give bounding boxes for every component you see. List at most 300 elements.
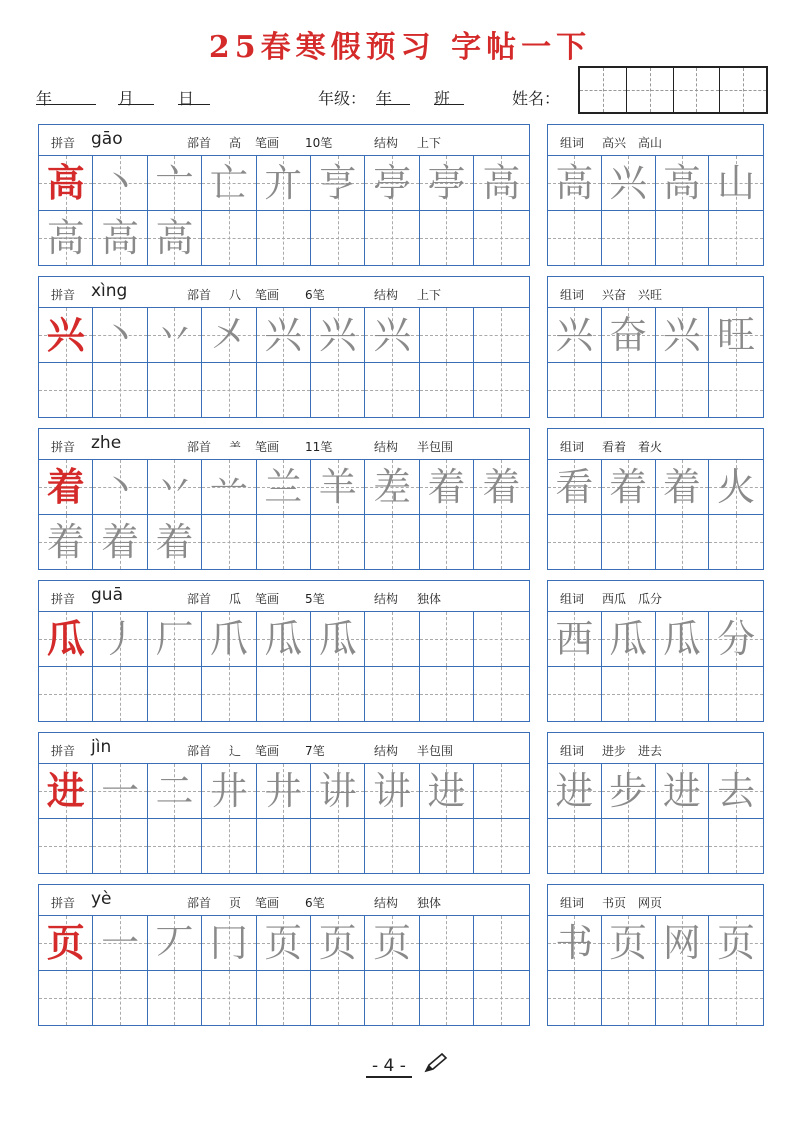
word-character: 奋	[609, 313, 648, 357]
main-character: 着	[46, 464, 85, 509]
char-row	[38, 276, 764, 418]
grid-cell[interactable]	[311, 460, 365, 514]
radical-label: 部首	[187, 896, 212, 910]
grid-cell[interactable]	[656, 308, 710, 362]
word-info-bar	[548, 429, 763, 460]
grid-cell[interactable]	[257, 764, 311, 818]
grid-cell[interactable]	[93, 308, 147, 362]
stroke-step: 㐅	[209, 313, 248, 357]
char-row	[38, 884, 764, 1026]
grid-cell[interactable]	[602, 363, 656, 417]
grid-cell[interactable]	[365, 612, 419, 666]
stroke-order-panel	[38, 884, 530, 1026]
grid-cell[interactable]	[548, 916, 602, 970]
grid-cell[interactable]	[709, 916, 763, 970]
word-character: 兴	[662, 313, 701, 357]
grid-cell[interactable]	[548, 363, 602, 417]
grid-cell[interactable]	[39, 612, 93, 666]
words-value: 进步 进去	[602, 744, 663, 758]
stroke-step: 着	[46, 520, 85, 564]
words-value: 书页 网页	[602, 896, 663, 910]
word-info-bar	[548, 581, 763, 612]
strokes-value: 5笔	[305, 592, 325, 606]
stroke-step: 着	[155, 520, 194, 564]
grid-cell[interactable]	[474, 764, 528, 818]
grid-cell[interactable]	[474, 612, 528, 666]
stroke-step: 丶	[101, 313, 140, 357]
word-info-bar	[548, 885, 763, 916]
stroke-step: 兴	[373, 313, 412, 357]
grid-cell[interactable]	[93, 764, 147, 818]
grid-cell[interactable]	[202, 460, 256, 514]
grid-cell[interactable]	[474, 211, 528, 265]
stroke-step: 亭	[427, 161, 466, 205]
stroke-step: 差	[373, 465, 412, 509]
grid-cell[interactable]	[602, 916, 656, 970]
word-grid	[548, 916, 763, 1025]
grid-cell[interactable]	[202, 515, 256, 569]
grid-cell[interactable]	[474, 916, 528, 970]
grid-cell[interactable]	[39, 515, 93, 569]
writing-grid	[39, 156, 529, 265]
word-character: 火	[717, 465, 756, 509]
stroke-step: 井	[209, 769, 248, 813]
grid-cell[interactable]	[656, 211, 710, 265]
stroke-step: 讲	[318, 769, 357, 813]
grid-cell[interactable]	[420, 156, 474, 210]
grid-cell[interactable]	[148, 308, 202, 362]
structure-label: 结构	[374, 744, 399, 758]
grid-cell[interactable]	[148, 612, 202, 666]
stroke-step: 亭	[373, 161, 412, 205]
words-label: 组词	[560, 592, 585, 606]
grid-cell[interactable]	[39, 667, 93, 721]
grid-cell[interactable]	[602, 460, 656, 514]
grid-cell[interactable]	[257, 612, 311, 666]
words-label: 组词	[560, 288, 585, 302]
stroke-step: 页	[318, 921, 357, 965]
stroke-step: 丷	[155, 465, 194, 509]
month-label: 月	[118, 89, 135, 108]
grid-cell[interactable]	[202, 612, 256, 666]
grid-cell[interactable]	[93, 667, 147, 721]
radical-label: 部首	[187, 136, 212, 150]
grid-cell[interactable]	[420, 819, 474, 873]
grid-cell[interactable]	[311, 667, 365, 721]
page-number: - 4 -	[366, 1056, 412, 1078]
structure-label: 结构	[374, 288, 399, 302]
grid-cell[interactable]	[148, 971, 202, 1025]
grid-cell[interactable]	[311, 156, 365, 210]
stroke-step: 进	[427, 769, 466, 813]
stroke-step: 丆	[155, 921, 194, 965]
grid-cell[interactable]	[656, 156, 710, 210]
grid-cell[interactable]	[656, 515, 710, 569]
grid-cell[interactable]	[709, 971, 763, 1025]
char-info-bar	[39, 429, 529, 460]
grid-cell[interactable]	[474, 308, 528, 362]
grid-cell[interactable]	[548, 971, 602, 1025]
pinyin-value: xìng	[91, 281, 128, 301]
radical-value: 高	[229, 136, 242, 150]
grid-cell[interactable]	[365, 156, 419, 210]
grid-cell[interactable]	[709, 363, 763, 417]
strokes-label: 笔画	[255, 440, 280, 454]
word-grid	[548, 612, 763, 721]
word-grid	[548, 308, 763, 417]
word-character: 兴	[555, 313, 594, 357]
grid-cell[interactable]	[311, 211, 365, 265]
year-label: 年	[36, 89, 53, 108]
grid-cell[interactable]	[257, 515, 311, 569]
grid-cell[interactable]	[257, 819, 311, 873]
structure-value: 半包围	[417, 440, 454, 454]
main-character: 进	[46, 768, 85, 813]
stroke-step: 二	[155, 769, 194, 813]
grid-cell[interactable]	[148, 819, 202, 873]
grid-cell[interactable]	[311, 612, 365, 666]
grid-cell[interactable]	[365, 515, 419, 569]
grid-cell[interactable]	[656, 916, 710, 970]
grid-cell[interactable]	[365, 764, 419, 818]
stroke-step: 高	[482, 161, 521, 205]
char-info-bar	[39, 277, 529, 308]
grid-cell[interactable]	[602, 667, 656, 721]
radical-label: 部首	[187, 440, 212, 454]
grid-cell[interactable]	[420, 308, 474, 362]
grid-cell[interactable]	[257, 971, 311, 1025]
main-character: 高	[46, 160, 85, 205]
grid-cell[interactable]	[474, 971, 528, 1025]
word-character: 旺	[717, 313, 756, 357]
structure-label: 结构	[374, 896, 399, 910]
stroke-step: 兴	[264, 313, 303, 357]
radical-value: ⺷	[229, 440, 242, 454]
grid-cell[interactable]	[602, 612, 656, 666]
word-character: 页	[717, 921, 756, 965]
grid-cell[interactable]	[709, 819, 763, 873]
grid-cell[interactable]	[602, 515, 656, 569]
words-value: 西瓜 瓜分	[602, 592, 663, 606]
grid-cell[interactable]	[257, 156, 311, 210]
grid-cell[interactable]	[474, 363, 528, 417]
grid-cell[interactable]	[148, 764, 202, 818]
writing-grid	[39, 612, 529, 721]
grid-cell[interactable]	[311, 515, 365, 569]
grid-cell[interactable]	[365, 819, 419, 873]
grid-cell[interactable]	[602, 308, 656, 362]
stroke-step: 高	[101, 216, 140, 260]
stroke-step: 瓜	[318, 617, 357, 661]
grid-cell[interactable]	[709, 764, 763, 818]
grid-cell[interactable]	[709, 156, 763, 210]
word-character: 分	[717, 617, 756, 661]
grid-cell[interactable]	[257, 363, 311, 417]
grid-cell[interactable]	[311, 308, 365, 362]
name-label: 姓名：	[512, 89, 561, 108]
stroke-step: 井	[264, 769, 303, 813]
grid-cell[interactable]	[39, 764, 93, 818]
grid-cell[interactable]	[202, 211, 256, 265]
word-character: 瓜	[609, 617, 648, 661]
grid-cell[interactable]	[548, 308, 602, 362]
grid-cell[interactable]	[474, 515, 528, 569]
grid-cell[interactable]	[420, 515, 474, 569]
stroke-step: 兴	[318, 313, 357, 357]
word-character: 西	[555, 617, 594, 661]
stroke-step: 着	[482, 465, 521, 509]
grid-cell[interactable]	[202, 916, 256, 970]
word-panel	[547, 276, 764, 418]
grid-cell[interactable]	[39, 211, 93, 265]
stroke-step: 丶	[101, 161, 140, 205]
grid-cell[interactable]	[420, 211, 474, 265]
grid-cell[interactable]	[311, 971, 365, 1025]
stroke-step: 瓜	[264, 617, 303, 661]
grid-cell[interactable]	[474, 667, 528, 721]
pinyin-value: jìn	[91, 737, 112, 757]
grid-cell[interactable]	[709, 211, 763, 265]
grid-cell[interactable]	[420, 363, 474, 417]
grid-cell[interactable]	[420, 764, 474, 818]
grid-cell[interactable]	[602, 819, 656, 873]
grid-cell[interactable]	[202, 156, 256, 210]
grid-cell[interactable]	[709, 515, 763, 569]
radical-value: 瓜	[229, 592, 242, 606]
grid-cell[interactable]	[148, 667, 202, 721]
grid-cell[interactable]	[548, 211, 602, 265]
grid-cell[interactable]	[311, 916, 365, 970]
grid-cell[interactable]	[93, 515, 147, 569]
grid-cell[interactable]	[311, 819, 365, 873]
strokes-label: 笔画	[255, 592, 280, 606]
grid-cell[interactable]	[202, 667, 256, 721]
grid-cell[interactable]	[39, 916, 93, 970]
grid-cell[interactable]	[548, 156, 602, 210]
grid-cell[interactable]	[257, 667, 311, 721]
grid-cell[interactable]	[420, 460, 474, 514]
grid-cell[interactable]	[257, 308, 311, 362]
grid-cell[interactable]	[548, 764, 602, 818]
stroke-step: 厂	[155, 617, 194, 661]
word-grid	[548, 764, 763, 873]
stroke-step: 羊	[318, 465, 357, 509]
grid-cell[interactable]	[311, 764, 365, 818]
stroke-step: 亨	[318, 161, 357, 205]
word-info-bar	[548, 733, 763, 764]
grid-cell[interactable]	[709, 308, 763, 362]
grid-cell[interactable]	[365, 211, 419, 265]
grid-cell[interactable]	[474, 156, 528, 210]
radical-label: 部首	[187, 592, 212, 606]
grid-cell[interactable]	[474, 819, 528, 873]
word-character: 高	[555, 161, 594, 205]
stroke-step: 爪	[209, 617, 248, 661]
grid-cell[interactable]	[602, 764, 656, 818]
stroke-step: 亣	[264, 161, 303, 205]
grid-cell[interactable]	[148, 156, 202, 210]
grid-cell[interactable]	[365, 363, 419, 417]
grid-cell[interactable]	[202, 363, 256, 417]
stroke-step: 亡	[209, 161, 248, 205]
stroke-step: 一	[101, 921, 140, 965]
grid-cell[interactable]	[39, 156, 93, 210]
strokes-value: 6笔	[305, 288, 325, 302]
day-label: 日	[178, 89, 195, 108]
stroke-step: 兰	[264, 465, 303, 509]
grid-cell[interactable]	[548, 819, 602, 873]
stroke-step: 䒑	[209, 465, 248, 509]
word-panel	[547, 124, 764, 266]
grid-cell[interactable]	[420, 667, 474, 721]
stroke-step: 页	[264, 921, 303, 965]
pinyin-label: 拼音	[51, 136, 76, 150]
grid-cell[interactable]	[365, 971, 419, 1025]
grid-cell[interactable]	[202, 764, 256, 818]
words-label: 组词	[560, 896, 585, 910]
structure-value: 上下	[417, 136, 442, 150]
grid-cell[interactable]	[39, 363, 93, 417]
stroke-step: 丿	[101, 617, 140, 661]
stroke-step: 着	[427, 465, 466, 509]
radical-label: 部首	[187, 744, 212, 758]
char-row	[38, 580, 764, 722]
stroke-step: 着	[101, 520, 140, 564]
grid-cell[interactable]	[311, 363, 365, 417]
structure-value: 半包围	[417, 744, 454, 758]
words-value: 高兴 高山	[602, 136, 663, 150]
grid-cell[interactable]	[709, 460, 763, 514]
word-info-bar	[548, 125, 763, 156]
date-grade-line	[36, 86, 576, 112]
word-info-bar	[548, 277, 763, 308]
grid-cell[interactable]	[474, 460, 528, 514]
grid-cell[interactable]	[548, 460, 602, 514]
grid-cell[interactable]	[709, 612, 763, 666]
grid-cell[interactable]	[365, 667, 419, 721]
grid-cell[interactable]	[39, 460, 93, 514]
main-character: 页	[46, 920, 85, 965]
grid-cell[interactable]	[202, 819, 256, 873]
word-grid	[548, 460, 763, 569]
pinyin-label: 拼音	[51, 440, 76, 454]
word-character: 步	[609, 769, 648, 813]
grid-cell[interactable]	[656, 764, 710, 818]
grid-cell[interactable]	[365, 460, 419, 514]
word-panel	[547, 884, 764, 1026]
char-row	[38, 124, 764, 266]
structure-label: 结构	[374, 440, 399, 454]
grid-cell[interactable]	[548, 612, 602, 666]
word-character: 去	[717, 769, 756, 813]
grid-cell[interactable]	[548, 515, 602, 569]
grid-cell[interactable]	[420, 916, 474, 970]
pencil-icon	[423, 1052, 449, 1079]
grid-cell[interactable]	[602, 971, 656, 1025]
name-box[interactable]	[578, 66, 768, 114]
grid-cell[interactable]	[548, 667, 602, 721]
word-panel	[547, 732, 764, 874]
strokes-label: 笔画	[255, 744, 280, 758]
char-row	[38, 732, 764, 874]
grid-cell[interactable]	[656, 363, 710, 417]
strokes-label: 笔画	[255, 896, 280, 910]
word-character: 进	[555, 769, 594, 813]
grid-cell[interactable]	[709, 667, 763, 721]
grid-cell[interactable]	[257, 211, 311, 265]
grid-cell[interactable]	[39, 819, 93, 873]
grid-cell[interactable]	[93, 612, 147, 666]
structure-label: 结构	[374, 592, 399, 606]
words-value: 兴奋 兴旺	[602, 288, 663, 302]
radical-label: 部首	[187, 288, 212, 302]
grid-cell[interactable]	[93, 363, 147, 417]
word-character: 页	[609, 921, 648, 965]
stroke-step: 讲	[373, 769, 412, 813]
radical-value: 页	[229, 896, 242, 910]
char-info-bar	[39, 125, 529, 156]
grid-cell[interactable]	[656, 971, 710, 1025]
stroke-step: 冂	[209, 921, 248, 965]
grid-cell[interactable]	[656, 667, 710, 721]
grid-cell[interactable]	[148, 460, 202, 514]
grid-cell[interactable]	[420, 971, 474, 1025]
grid-cell[interactable]	[148, 916, 202, 970]
grid-cell[interactable]	[257, 916, 311, 970]
grid-cell[interactable]	[656, 612, 710, 666]
grid-cell[interactable]	[93, 460, 147, 514]
grid-cell[interactable]	[420, 612, 474, 666]
word-character: 着	[609, 465, 648, 509]
grid-cell[interactable]	[39, 308, 93, 362]
word-character: 着	[662, 465, 701, 509]
strokes-value: 6笔	[305, 896, 325, 910]
page-footer	[366, 1052, 466, 1079]
grid-cell[interactable]	[148, 211, 202, 265]
grid-cell[interactable]	[365, 916, 419, 970]
grid-cell[interactable]	[148, 515, 202, 569]
grid-cell[interactable]	[365, 308, 419, 362]
radical-value: 八	[229, 288, 242, 302]
writing-grid	[39, 764, 529, 873]
grid-cell[interactable]	[202, 308, 256, 362]
stroke-step: 页	[373, 921, 412, 965]
stroke-step: 丷	[155, 313, 194, 357]
grid-cell[interactable]	[93, 819, 147, 873]
grid-cell[interactable]	[656, 460, 710, 514]
grid-cell[interactable]	[93, 156, 147, 210]
pinyin-value: gāo	[91, 129, 123, 149]
grid-cell[interactable]	[257, 460, 311, 514]
grid-cell[interactable]	[148, 363, 202, 417]
grid-cell[interactable]	[93, 916, 147, 970]
pinyin-value: yè	[91, 889, 112, 909]
stroke-order-panel	[38, 732, 530, 874]
grid-cell[interactable]	[39, 971, 93, 1025]
grid-cell[interactable]	[602, 211, 656, 265]
words-label: 组词	[560, 136, 585, 150]
char-info-bar	[39, 885, 529, 916]
grid-cell[interactable]	[202, 971, 256, 1025]
grid-cell[interactable]	[93, 971, 147, 1025]
char-info-bar	[39, 733, 529, 764]
grid-cell[interactable]	[656, 819, 710, 873]
strokes-value: 11笔	[305, 440, 333, 454]
grid-cell[interactable]	[93, 211, 147, 265]
class-label: 班	[434, 89, 451, 108]
word-grid	[548, 156, 763, 265]
grid-cell[interactable]	[602, 156, 656, 210]
